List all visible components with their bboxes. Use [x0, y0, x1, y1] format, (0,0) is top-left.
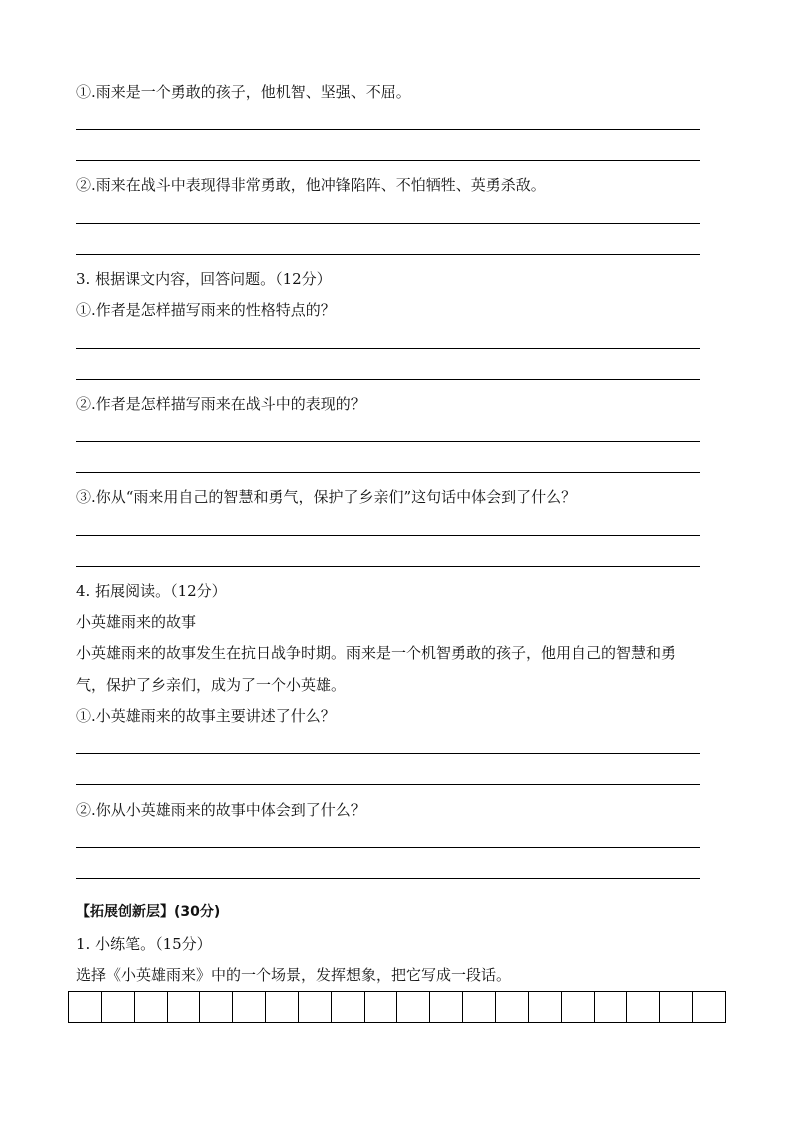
answer-rule: [76, 160, 700, 161]
grid-cell: [595, 992, 628, 1022]
grid-cell: [529, 992, 562, 1022]
answer-rule: [76, 441, 700, 442]
grid-cell: [233, 992, 266, 1022]
question-3-2: ②.作者是怎样描写雨来在战斗中的表现的？: [76, 395, 366, 413]
section-heading: 【拓展创新层】(30分): [76, 904, 221, 920]
grid-cell: [102, 992, 135, 1022]
question-3-1: ①.作者是怎样描写雨来的性格特点的？: [76, 301, 336, 319]
grid-cell: [660, 992, 693, 1022]
grid-cell: [496, 992, 529, 1022]
answer-rule: [76, 129, 700, 130]
answer-rule: [76, 566, 700, 567]
answer-rule: [76, 847, 700, 848]
story-text-line-1: 小英雄雨来的故事发生在抗日战争时期。雨来是一个机智勇敢的孩子，他用自己的智慧和勇: [76, 644, 677, 662]
grid-cell: [693, 992, 725, 1022]
answer-rule: [76, 535, 700, 536]
question-4-2: ②.你从小英雄雨来的故事中体会到了什么？: [76, 801, 366, 819]
grid-cell: [299, 992, 332, 1022]
writing-grid: [68, 991, 726, 1023]
question-4-1: ①.小英雄雨来的故事主要讲述了什么？: [76, 707, 336, 725]
answer-line-2-2: ②.雨来在战斗中表现得非常勇敢，他冲锋陷阵、不怕牺牲、英勇杀敌。: [76, 176, 546, 194]
story-text-line-2: 气，保护了乡亲们，成为了一个小英雄。: [76, 676, 347, 694]
story-title: 小英雄雨来的故事: [76, 613, 197, 631]
grid-cell: [168, 992, 201, 1022]
grid-cell: [562, 992, 595, 1022]
answer-rule: [76, 223, 700, 224]
grid-cell: [627, 992, 660, 1022]
answer-line-2-1: ①.雨来是一个勇敢的孩子，他机智、坚强、不屈。: [76, 83, 411, 101]
answer-rule: [76, 878, 700, 879]
practice-1-instruction: 选择《小英雄雨来》中的一个场景，发挥想象，把它写成一段话。: [76, 966, 512, 984]
grid-cell: [135, 992, 168, 1022]
practice-1-title: 1. 小练笔。（15分）: [76, 935, 212, 953]
answer-rule: [76, 254, 700, 255]
grid-cell: [332, 992, 365, 1022]
answer-rule: [76, 348, 700, 349]
answer-rule: [76, 379, 700, 380]
grid-cell: [69, 992, 102, 1022]
grid-cell: [266, 992, 299, 1022]
question-3-3: ③.你从“雨来用自己的智慧和勇气，保护了乡亲们”这句话中体会到了什么？: [76, 488, 577, 506]
grid-cell: [463, 992, 496, 1022]
question-4-title: 4. 拓展阅读。（12分）: [76, 582, 227, 600]
answer-rule: [76, 784, 700, 785]
grid-cell: [365, 992, 398, 1022]
grid-cell: [200, 992, 233, 1022]
grid-cell: [430, 992, 463, 1022]
answer-rule: [76, 753, 700, 754]
question-3-title: 3. 根据课文内容，回答问题。（12分）: [76, 270, 332, 288]
answer-rule: [76, 472, 700, 473]
grid-cell: [397, 992, 430, 1022]
